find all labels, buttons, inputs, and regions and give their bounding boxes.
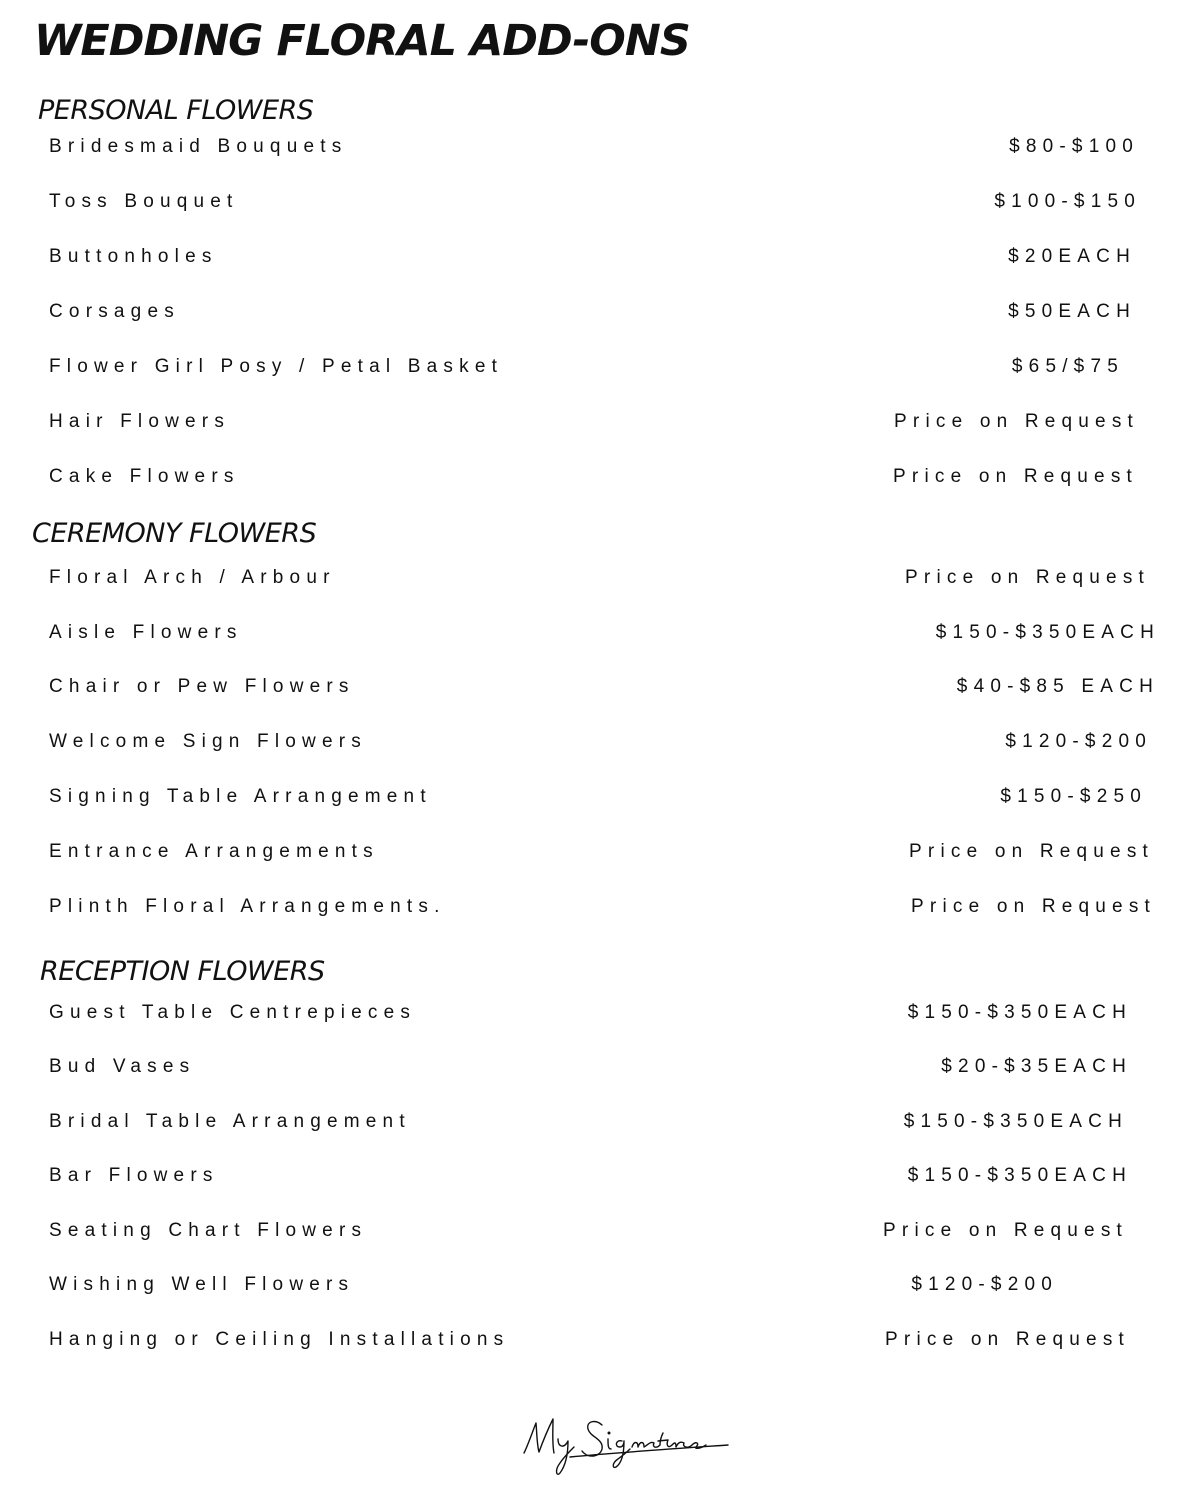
item-price: $100-$150 <box>994 191 1141 212</box>
item-price: Price on Request <box>911 896 1156 917</box>
item-price: $65/$75 <box>1011 356 1124 377</box>
item-price: $50EACH <box>1008 301 1136 322</box>
item-price: Price on Request <box>905 567 1150 588</box>
item-name: Bridal Table Arrangement <box>49 1111 411 1132</box>
item-price: $80-$100 <box>1009 136 1139 157</box>
item-name: Wishing Well Flowers <box>49 1274 355 1295</box>
signature-image <box>510 1405 740 1485</box>
item-name: Corsages <box>49 301 180 322</box>
item-name: Bud Vases <box>49 1056 196 1077</box>
item-name: Entrance Arrangements <box>49 841 379 862</box>
item-price: $20-$35EACH <box>941 1056 1132 1077</box>
item-price: $20EACH <box>1008 246 1136 267</box>
item-name: Buttonholes <box>49 246 218 267</box>
item-price: $150-$350EACH <box>907 1002 1132 1023</box>
section-heading-reception-flowers: RECEPTION FLOWERS <box>40 956 325 987</box>
item-price: Price on Request <box>893 466 1138 487</box>
section-heading-personal-flowers: PERSONAL FLOWERS <box>38 95 314 126</box>
page-title: WEDDING FLORAL ADD-ONS <box>34 16 690 66</box>
item-name: Flower Girl Posy / Petal Basket <box>49 356 504 377</box>
item-price: Price on Request <box>909 841 1154 862</box>
item-price: Price on Request <box>894 411 1139 432</box>
item-name: Hanging or Ceiling Installations <box>49 1329 510 1350</box>
item-name: Welcome Sign Flowers <box>49 731 367 752</box>
item-price: Price on Request <box>883 1220 1128 1241</box>
item-name: Bridesmaid Bouquets <box>49 136 348 157</box>
item-name: Aisle Flowers <box>49 622 243 643</box>
item-name: Guest Table Centrepieces <box>49 1002 417 1023</box>
item-price: Price on Request <box>885 1329 1130 1350</box>
item-name: Cake Flowers <box>49 466 240 487</box>
item-name: Signing Table Arrangement <box>49 786 432 807</box>
item-name: Bar Flowers <box>49 1165 219 1186</box>
item-name: Chair or Pew Flowers <box>49 676 355 697</box>
item-price: $150-$350EACH <box>935 622 1160 643</box>
item-name: Seating Chart Flowers <box>49 1220 368 1241</box>
item-price: $150-$250 <box>1000 786 1147 807</box>
item-name: Floral Arch / Arbour <box>49 567 336 588</box>
item-name: Hair Flowers <box>49 411 231 432</box>
item-price: $150-$350EACH <box>903 1111 1128 1132</box>
section-heading-ceremony-flowers: CEREMONY FLOWERS <box>32 518 317 549</box>
item-price: $150-$350EACH <box>907 1165 1132 1186</box>
item-name: Plinth Floral Arrangements. <box>49 896 446 917</box>
item-price: $40-$85 EACH <box>956 676 1159 697</box>
item-name: Toss Bouquet <box>49 191 239 212</box>
item-price: $120-$200 <box>911 1274 1058 1295</box>
item-price: $120-$200 <box>1005 731 1152 752</box>
